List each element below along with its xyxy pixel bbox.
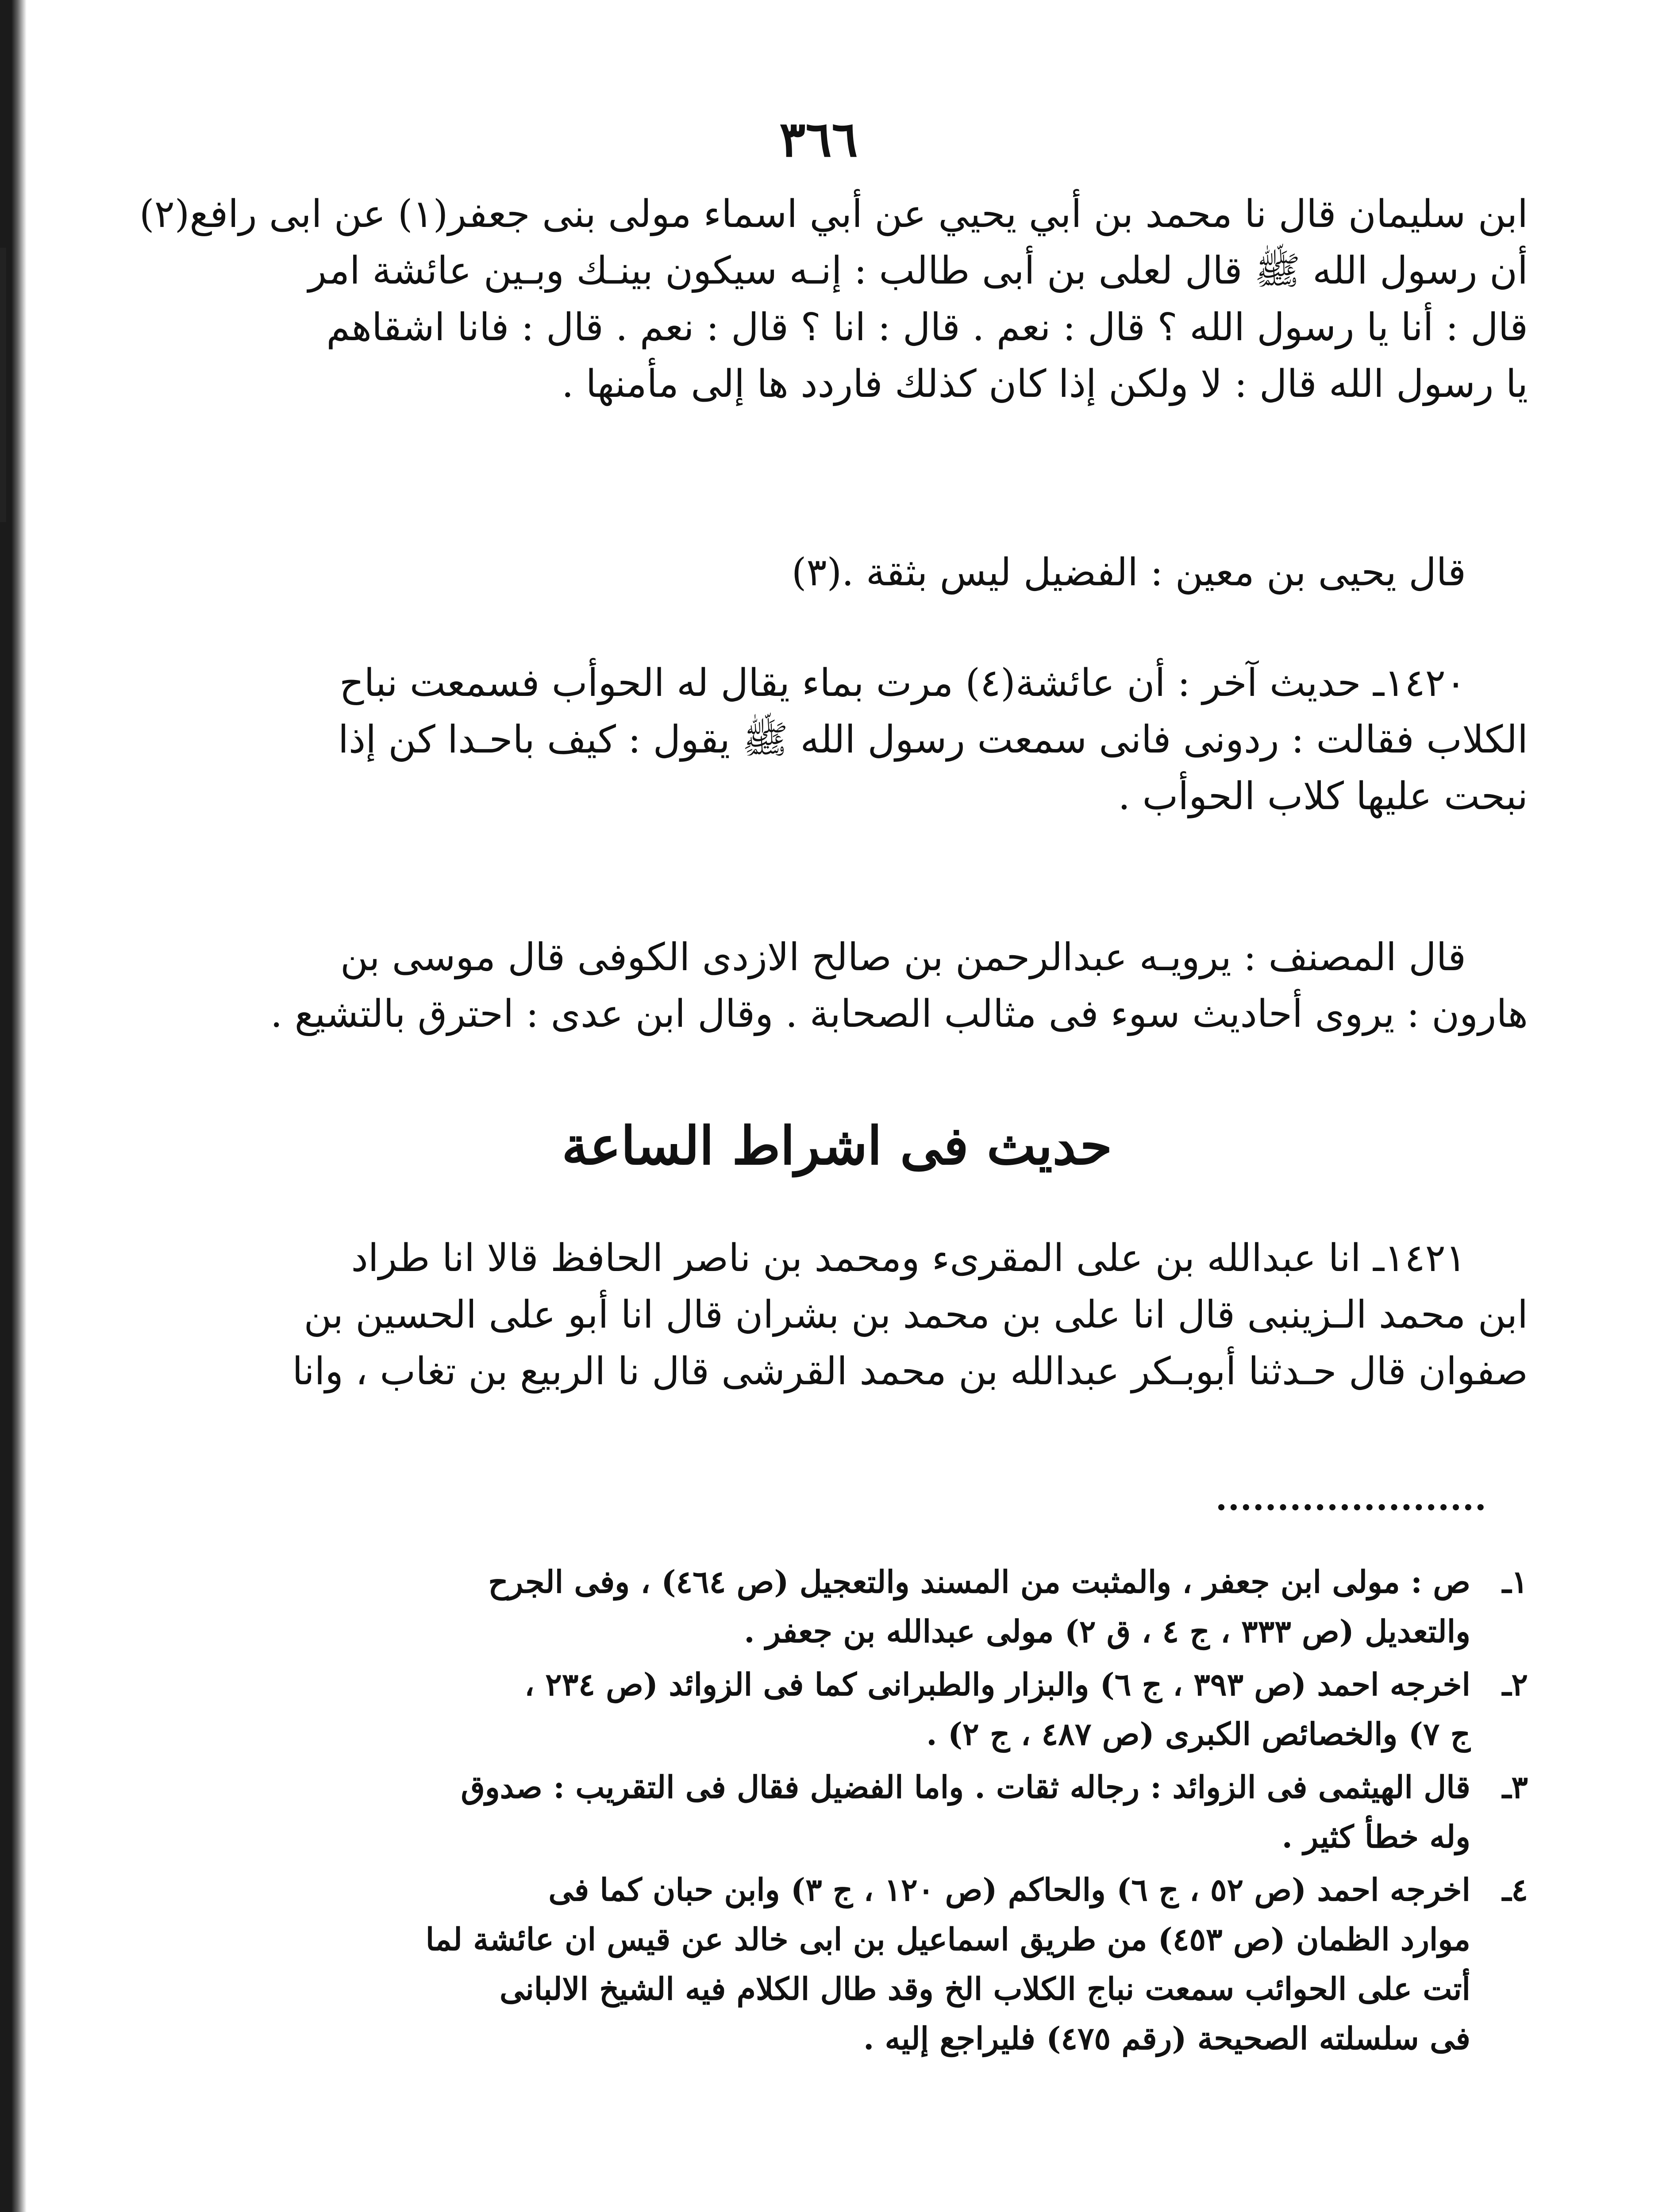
footnote-line: ص : مولى ابن جعفر ، والمثبت من المسند والتعجيل (ص ٤٦٤) ، وفى الجرح bbox=[488, 1563, 1470, 1600]
text-line: ١٤٢١ـ انا عبدالله بن على المقرىء ومحمد بن ناصر الحافظ قالا انا طراد bbox=[351, 1236, 1466, 1280]
footnote-line: قال الهيثمى فى الزوائد : رجاله ثقات . واما الفضيل فقال فى التقريب : صدوق bbox=[461, 1769, 1470, 1805]
page-number: ٣٦٦ bbox=[779, 111, 858, 168]
footnote-line: وله خطأ كثير . bbox=[1281, 1818, 1470, 1855]
text-line: الكلاب فقالت : ردونى فانى سمعت رسول الله ﷺ يقول : كيف باحـدا كن إذا bbox=[338, 718, 1528, 762]
footnote-line: اخرجه احمد (ص ٥٢ ، ج ٦) والحاكم (ص ١٢٠ ، ج ٣) وابن حبان كما فى bbox=[548, 1871, 1470, 1908]
footnote-item bbox=[159, 1557, 1528, 1656]
text-line: أن رسول الله ﷺ قال لعلى بن أبى طالب : إنـه سيكون بينـك وبـين عائشة امر bbox=[308, 249, 1528, 293]
text-line: صفوان قال حـدثنا أبوبـكر عبدالله بن محمد القرشى قال نا الربيع بن تغاب ، وانا bbox=[292, 1349, 1528, 1394]
paragraph-hadith-1421 bbox=[146, 1230, 1528, 1400]
paragraph-hadith-1420 bbox=[146, 655, 1528, 825]
section-heading: حديث فى اشراط الساعة bbox=[562, 1115, 1112, 1176]
paragraph-musannif bbox=[146, 929, 1528, 1042]
footnote-number: ٣ـ bbox=[1502, 1769, 1528, 1805]
text-line: هارون : يروى أحاديث سوء فى مثالب الصحابة . وقال ابن عدى : احترق بالتشيع . bbox=[270, 992, 1528, 1036]
text-line: قال يحيى بن معين : الفضيل ليس بثقة .(٣) bbox=[791, 550, 1466, 595]
footnote-line: والتعديل (ص ٣٣٣ ، ج ٤ ، ق ٢) مولى عبدالله بن جعفر . bbox=[744, 1613, 1470, 1650]
footnote-item bbox=[159, 1660, 1528, 1759]
footnote-line: موارد الظمان (ص ٤٥٣) من طريق اسماعيل بن ابى خالد عن قيس ان عائشة لما bbox=[425, 1921, 1470, 1958]
footnote-number: ١ـ bbox=[1502, 1563, 1528, 1600]
footnote-number: ٢ـ bbox=[1502, 1666, 1528, 1703]
text-line: يا رسول الله قال : لا ولكن إذا كان كذلك فاردد ها إلى مأمنها . bbox=[562, 362, 1528, 406]
footnote-item bbox=[159, 1763, 1528, 1862]
text-line: نبحت عليها كلاب الحوأب . bbox=[1118, 774, 1528, 818]
paragraph-ibn-maeen bbox=[146, 544, 1528, 601]
footnotes bbox=[159, 1557, 1528, 2067]
paragraph-isnad bbox=[139, 186, 1528, 412]
page-edge-mark bbox=[0, 248, 6, 522]
footnote-line: فى سلسلته الصحيحة (رقم ٤٧٥) فليراجع إليه . bbox=[863, 2020, 1470, 2057]
footnote-line: ج ٧) والخصائص الكبرى (ص ٤٨٧ ، ج ٢) . bbox=[926, 1716, 1470, 1752]
footnote-line: اخرجه احمد (ص ٣٩٣ ، ج ٦) والبزار والطبرانى كما فى الزوائد (ص ٢٣٤ ، bbox=[524, 1666, 1470, 1703]
text-line: ١٤٢٠ـ حديث آخر : أن عائشة(٤) مرت بماء يقال له الحوأب فسمعت نباح bbox=[339, 661, 1466, 705]
footnote-item bbox=[159, 1865, 1528, 2063]
text-line: قال : أنا يا رسول الله ؟ قال : نعم . قال : انا ؟ قال : نعم . قال : فانا اشقاهم bbox=[326, 305, 1528, 349]
text-line: قال المصنف : يرويـه عبدالرحمن بن صالح الازدى الكوفى قال موسى بن bbox=[340, 935, 1466, 979]
text-line: ابن محمد الـزينبى قال انا على بن محمد بن بشران قال انا أبو على الحسين بن bbox=[304, 1293, 1528, 1337]
footnote-line: أتت على الحوائب سمعت نباج الكلاب الخ وقد طال الكلام فيه الشيخ الالبانى bbox=[499, 1970, 1470, 2007]
text-line: ابن سليمان قال نا محمد بن أبي يحيي عن أبي اسماء مولى بنى جعفر(١) عن ابى رافع(٢) bbox=[139, 192, 1528, 236]
footnote-number: ٤ـ bbox=[1502, 1871, 1528, 1908]
footnote-separator bbox=[1218, 1504, 1484, 1510]
